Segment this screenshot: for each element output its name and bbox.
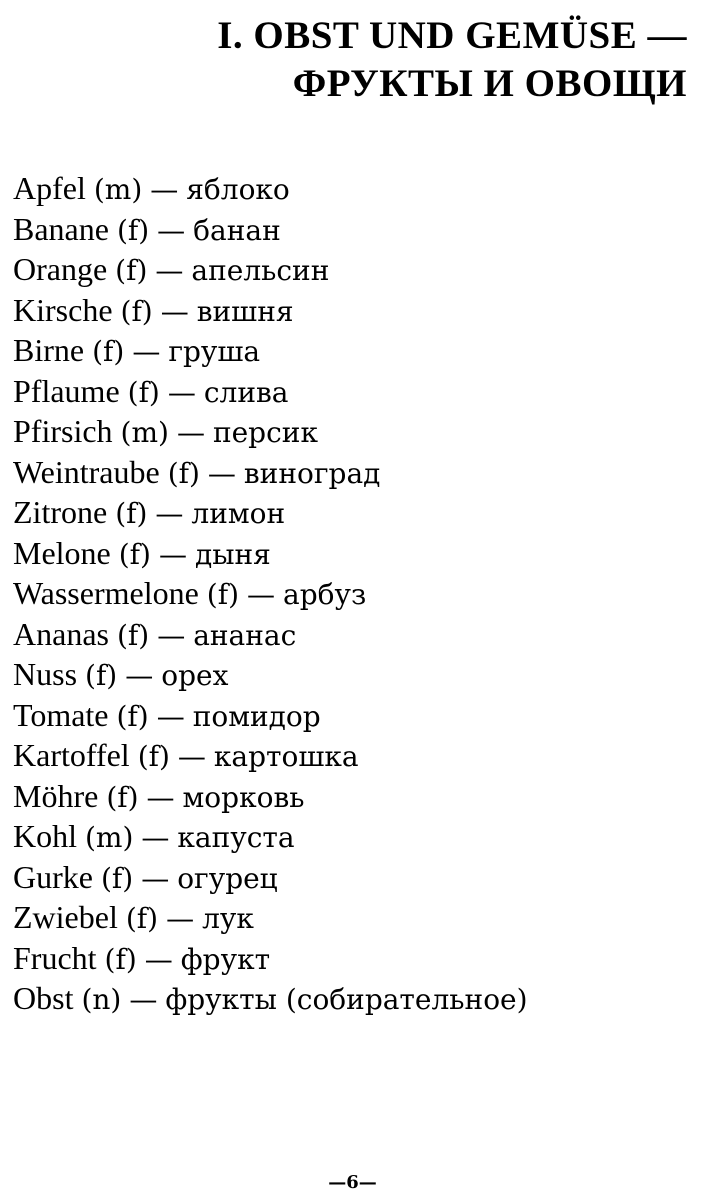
german-word: Wassermelone xyxy=(13,575,199,611)
gender-marker: (f) xyxy=(116,699,149,733)
em-dash: — xyxy=(157,618,186,652)
vocab-entry xyxy=(13,897,693,938)
em-dash: — xyxy=(125,659,154,692)
vocab-entry xyxy=(13,533,693,574)
em-dash: — xyxy=(207,456,236,490)
russian-translation: банан xyxy=(193,213,281,247)
vocab-entry xyxy=(13,249,693,290)
gender-marker: (f) xyxy=(115,254,148,287)
em-dash: — xyxy=(156,699,185,733)
vocab-entry xyxy=(13,614,693,655)
gender-marker: (f) xyxy=(92,335,125,368)
gender-marker: (f) xyxy=(100,861,134,895)
russian-translation: персик xyxy=(212,416,318,449)
vocab-entry xyxy=(13,978,693,1019)
german-word: Pflaume xyxy=(13,372,120,409)
gender-marker: (f) xyxy=(127,375,160,409)
em-dash: — xyxy=(141,821,170,854)
gender-marker: (f) xyxy=(85,659,118,692)
em-dash: — xyxy=(129,983,158,1016)
em-dash: — xyxy=(158,537,187,571)
em-dash: — xyxy=(247,578,276,611)
vocabulary-list xyxy=(13,168,693,1019)
german-word: Nuss xyxy=(13,656,78,692)
gender-marker: (f) xyxy=(137,740,170,773)
em-dash: — xyxy=(167,375,196,409)
german-word: Apfel xyxy=(13,170,86,206)
russian-translation: апельсин xyxy=(191,254,330,287)
em-dash: — xyxy=(155,254,184,287)
vocab-entry xyxy=(13,654,693,695)
em-dash: — xyxy=(146,780,175,814)
german-word: Kirsche xyxy=(13,291,113,328)
gender-marker: (f) xyxy=(104,942,137,976)
gender-marker: (m) xyxy=(93,173,143,206)
gender-marker: (f) xyxy=(206,578,240,611)
russian-translation: морковь xyxy=(182,780,305,814)
vocab-entry xyxy=(13,816,693,857)
german-word: Möhre xyxy=(13,777,99,814)
vocab-entry xyxy=(13,735,693,776)
german-word: Banane xyxy=(13,210,109,247)
vocab-entry xyxy=(13,452,693,493)
russian-translation: картошка xyxy=(213,740,359,773)
german-word: Ananas xyxy=(13,615,109,652)
vocab-entry xyxy=(13,411,693,452)
russian-translation: виноград xyxy=(243,456,381,490)
russian-translation: орех xyxy=(161,659,229,692)
gender-marker: (m) xyxy=(120,416,169,449)
russian-translation: яблоко xyxy=(186,173,290,206)
em-dash: — xyxy=(144,942,173,976)
vocab-entry xyxy=(13,938,693,979)
gender-marker: (f) xyxy=(115,497,148,530)
german-word: Obst xyxy=(13,980,74,1016)
gender-marker: (m) xyxy=(85,821,134,854)
em-dash: — xyxy=(160,294,189,328)
russian-translation: арбуз xyxy=(283,578,367,611)
russian-translation: ананас xyxy=(193,618,297,652)
russian-translation: слива xyxy=(203,375,289,409)
vocab-entry xyxy=(13,371,693,412)
em-dash: — xyxy=(150,173,179,206)
vocab-entry xyxy=(13,330,693,371)
russian-translation: лимон xyxy=(191,497,286,530)
russian-translation: лук xyxy=(202,902,254,935)
vocab-entry xyxy=(13,695,693,736)
russian-translation: помидор xyxy=(192,699,321,733)
title-german: I. OBST UND GEMÜSE — xyxy=(217,14,687,57)
gender-marker: (f) xyxy=(116,618,150,652)
vocab-entry xyxy=(13,492,693,533)
gender-marker: (n) xyxy=(81,983,122,1016)
german-word: Tomate xyxy=(13,696,109,733)
gender-marker: (f) xyxy=(120,294,153,328)
page-number: —6— xyxy=(328,1172,377,1193)
vocab-entry xyxy=(13,776,693,817)
title-russian: ФРУКТЫ И ОВОЩИ xyxy=(292,62,687,105)
russian-translation: огурец xyxy=(177,861,278,895)
vocab-entry xyxy=(13,573,693,614)
russian-translation: фрукт xyxy=(180,942,271,976)
german-word: Zwiebel xyxy=(13,899,118,935)
russian-translation: дыня xyxy=(194,537,271,571)
vocab-entry xyxy=(13,857,693,898)
russian-translation: вишня xyxy=(196,294,294,328)
german-word: Weintraube xyxy=(13,453,160,490)
russian-translation: фрукты (собирательное) xyxy=(165,983,528,1016)
russian-translation: капуста xyxy=(177,821,295,854)
german-word: Birne xyxy=(13,332,85,368)
gender-marker: (f) xyxy=(106,780,139,814)
german-word: Kartoffel xyxy=(13,737,130,773)
em-dash: — xyxy=(176,416,205,449)
em-dash: — xyxy=(177,740,206,773)
german-word: Kohl xyxy=(13,818,77,854)
german-word: Frucht xyxy=(13,939,97,976)
em-dash: — xyxy=(155,497,184,530)
vocab-entry xyxy=(13,290,693,331)
vocab-entry xyxy=(13,209,693,250)
russian-translation: груша xyxy=(168,335,261,368)
german-word: Gurke xyxy=(13,858,93,895)
em-dash: — xyxy=(157,213,186,247)
em-dash: — xyxy=(141,861,170,895)
german-word: Melone xyxy=(13,534,111,571)
german-word: Orange xyxy=(13,251,108,287)
em-dash: — xyxy=(166,902,195,935)
em-dash: — xyxy=(132,335,161,368)
gender-marker: (f) xyxy=(116,213,150,247)
german-word: Pfirsich xyxy=(13,413,113,449)
page-title xyxy=(87,12,687,108)
gender-marker: (f) xyxy=(125,902,159,935)
gender-marker: (f) xyxy=(118,537,151,571)
gender-marker: (f) xyxy=(167,456,200,490)
german-word: Zitrone xyxy=(13,494,108,530)
vocab-entry xyxy=(13,168,693,209)
